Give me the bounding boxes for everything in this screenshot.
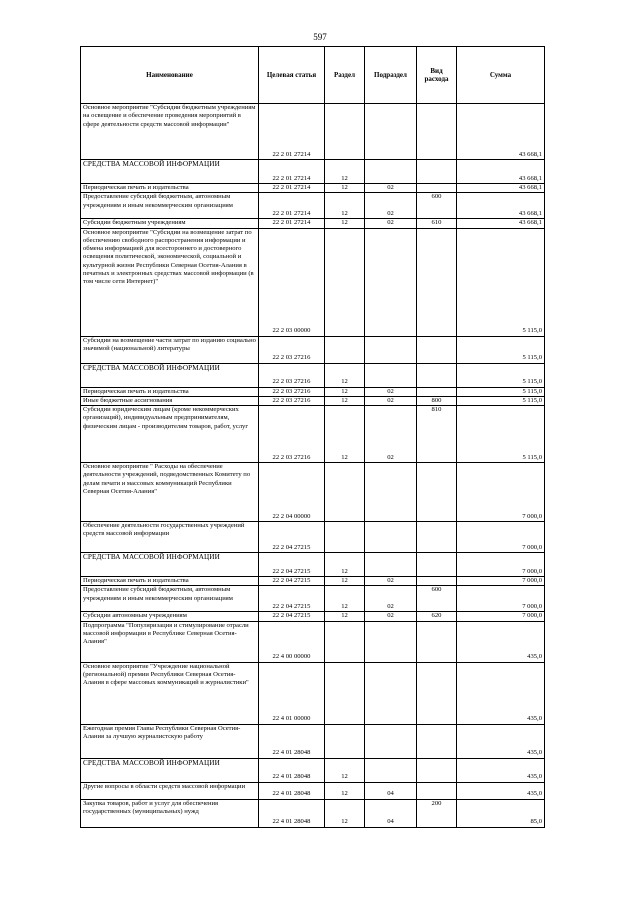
cell-subsection: 02: [365, 387, 417, 396]
cell-expense-type: 800: [417, 396, 457, 405]
cell-subsection: [365, 363, 417, 387]
cell-subsection: 02: [365, 577, 417, 586]
cell-subsection: 02: [365, 406, 417, 463]
budget-table: [80, 46, 545, 828]
page-number: 597: [313, 32, 327, 42]
table-row: [81, 782, 545, 799]
cell-name: Субсидии юридическим лицам (кроме некоммерческих организаций), индивидуальным предпринимателям, физическим лицам - производителям товаров, работ, услуг: [81, 406, 259, 463]
table-row: [81, 363, 545, 387]
cell-name: Субсидии автономным учреждениям: [81, 612, 259, 621]
cell-expense-type: [417, 553, 457, 577]
cell-subsection: [365, 104, 417, 160]
cell-expense-type: 600: [417, 193, 457, 219]
cell-sum: 43 668,1: [457, 193, 545, 219]
cell-article: 22 2 04 00000: [259, 463, 325, 522]
cell-sum: 43 668,1: [457, 219, 545, 228]
cell-article: 22 2 03 27216: [259, 387, 325, 396]
header-row: [81, 47, 545, 104]
cell-sum: 43 668,1: [457, 160, 545, 184]
table-row: [81, 586, 545, 612]
cell-name: Закупка товаров, работ и услуг для обеспечения государственных (муниципальных) нужд: [81, 799, 259, 827]
table-row: [81, 160, 545, 184]
cell-section: 12: [325, 387, 365, 396]
cell-expense-type: [417, 577, 457, 586]
table-row: [81, 396, 545, 405]
cell-article: 22 4 01 28048: [259, 724, 325, 758]
cell-name: Подпрограмма "Популяризация и стимулирование отрасли массовой информации в Республике Северная Осетия-Алания": [81, 621, 259, 662]
cell-expense-type: [417, 104, 457, 160]
cell-sum: 435,0: [457, 782, 545, 799]
table-row: [81, 621, 545, 662]
cell-subsection: [365, 724, 417, 758]
cell-sum: 5 115,0: [457, 336, 545, 363]
cell-section: [325, 724, 365, 758]
cell-section: [325, 463, 365, 522]
table-row: [81, 724, 545, 758]
cell-expense-type: [417, 621, 457, 662]
cell-subsection: [365, 463, 417, 522]
cell-section: [325, 621, 365, 662]
cell-name: СРЕДСТВА МАССОВОЙ ИНФОРМАЦИИ: [81, 553, 259, 577]
table-row: [81, 387, 545, 396]
header-article: Целевая статья: [259, 47, 325, 104]
table-row: [81, 758, 545, 782]
cell-name: Основное мероприятие "Субсидии бюджетным учреждениям на освещение и обеспечение проведения мероприятий в сфере деятельности средств массовой информации": [81, 104, 259, 160]
cell-sum: 5 115,0: [457, 228, 545, 336]
cell-section: 12: [325, 586, 365, 612]
cell-sum: 435,0: [457, 724, 545, 758]
cell-section: 12: [325, 396, 365, 405]
cell-subsection: [365, 758, 417, 782]
cell-subsection: 02: [365, 612, 417, 621]
cell-expense-type: [417, 336, 457, 363]
cell-subsection: [365, 553, 417, 577]
table-row: [81, 104, 545, 160]
cell-section: 12: [325, 219, 365, 228]
cell-expense-type: 200: [417, 799, 457, 827]
table-row: [81, 553, 545, 577]
table-row: [81, 522, 545, 553]
cell-subsection: 02: [365, 184, 417, 193]
cell-expense-type: 620: [417, 612, 457, 621]
cell-name: Периодическая печать и издательства: [81, 184, 259, 193]
cell-name: Обеспечение деятельности государственных учреждений средств массовой информации: [81, 522, 259, 553]
cell-sum: 7 000,0: [457, 463, 545, 522]
cell-sum: 435,0: [457, 758, 545, 782]
cell-name: Предоставление субсидий бюджетным, автономным учреждениям и иным некоммерческим организациям: [81, 193, 259, 219]
cell-expense-type: [417, 228, 457, 336]
cell-expense-type: 600: [417, 586, 457, 612]
cell-section: 12: [325, 553, 365, 577]
cell-expense-type: 810: [417, 406, 457, 463]
cell-section: 12: [325, 406, 365, 463]
table-row: [81, 228, 545, 336]
cell-article: 22 2 04 27215: [259, 522, 325, 553]
cell-article: 22 2 03 27216: [259, 406, 325, 463]
cell-name: Периодическая печать и издательства: [81, 577, 259, 586]
cell-article: 22 4 01 28048: [259, 782, 325, 799]
table-row: [81, 799, 545, 827]
cell-article: 22 2 01 27214: [259, 160, 325, 184]
cell-section: 12: [325, 612, 365, 621]
table-row: [81, 219, 545, 228]
cell-subsection: 04: [365, 799, 417, 827]
cell-article: 22 2 04 27215: [259, 612, 325, 621]
cell-subsection: [365, 160, 417, 184]
cell-name: Субсидии на возмещение части затрат по изданию социально значимой (национальной) литературы: [81, 336, 259, 363]
cell-sum: 85,0: [457, 799, 545, 827]
cell-subsection: [365, 228, 417, 336]
header-expense-type: Вид расхода: [417, 47, 457, 104]
cell-subsection: 02: [365, 396, 417, 405]
cell-section: [325, 104, 365, 160]
cell-sum: 5 115,0: [457, 387, 545, 396]
cell-name: Субсидии бюджетным учреждениям: [81, 219, 259, 228]
cell-sum: 7 000,0: [457, 586, 545, 612]
cell-article: 22 4 01 28048: [259, 758, 325, 782]
cell-article: 22 2 04 27215: [259, 586, 325, 612]
cell-expense-type: 610: [417, 219, 457, 228]
cell-name: Предоставление субсидий бюджетным, автономным учреждениям и иным некоммерческим организациям: [81, 586, 259, 612]
cell-sum: 7 000,0: [457, 577, 545, 586]
table-row: [81, 336, 545, 363]
header-subsection: Подраздел: [365, 47, 417, 104]
cell-name: СРЕДСТВА МАССОВОЙ ИНФОРМАЦИИ: [81, 363, 259, 387]
cell-subsection: 02: [365, 193, 417, 219]
cell-sum: 7 000,0: [457, 612, 545, 621]
cell-section: [325, 228, 365, 336]
cell-article: 22 2 03 00000: [259, 228, 325, 336]
header-sum: Сумма: [457, 47, 545, 104]
cell-expense-type: [417, 363, 457, 387]
cell-expense-type: [417, 782, 457, 799]
cell-name: Основное мероприятие " Расходы на обеспечение деятельности учреждений, подведомственных Комитету по делам печати и массовых коммуникаций Республики Северная Осетия-Алания": [81, 463, 259, 522]
cell-article: 22 2 01 27214: [259, 193, 325, 219]
cell-name: Периодическая печать и издательства: [81, 387, 259, 396]
table-body: [81, 104, 545, 828]
cell-name: Ежегодная премия Главы Республики Северная Осетия-Алания за лучшую журналистскую работу: [81, 724, 259, 758]
cell-name: Иные бюджетные ассигнования: [81, 396, 259, 405]
cell-article: 22 4 01 00000: [259, 662, 325, 724]
cell-subsection: 04: [365, 782, 417, 799]
cell-article: 22 4 00 00000: [259, 621, 325, 662]
table-row: [81, 612, 545, 621]
cell-sum: 435,0: [457, 662, 545, 724]
cell-section: 12: [325, 782, 365, 799]
cell-expense-type: [417, 387, 457, 396]
cell-name: Основное мероприятие "Учреждение национальной (региональной) премии Республики Северная Осетия-Алания в сфере массовых коммуникаций и журналистики": [81, 662, 259, 724]
cell-section: [325, 662, 365, 724]
cell-sum: 5 115,0: [457, 363, 545, 387]
cell-expense-type: [417, 184, 457, 193]
cell-sum: 435,0: [457, 621, 545, 662]
cell-sum: 5 115,0: [457, 396, 545, 405]
cell-name: Основное мероприятие "Субсидии на возмещение затрат по обеспечению свободного распространения информации и обмена информацией для всестороннего и достоверного освещения политической, экономической, социальной и культурной жизни Республики Северная Осетия-Алания в печатных и электронных средствах массовой информации (в том числе сети Интернет)": [81, 228, 259, 336]
cell-sum: 7 000,0: [457, 522, 545, 553]
table-row: [81, 577, 545, 586]
cell-section: 12: [325, 363, 365, 387]
cell-article: 22 2 01 27214: [259, 219, 325, 228]
cell-article: 22 2 03 27216: [259, 336, 325, 363]
cell-section: 12: [325, 799, 365, 827]
cell-subsection: [365, 522, 417, 553]
cell-article: 22 2 01 27214: [259, 184, 325, 193]
cell-article: 22 2 01 27214: [259, 104, 325, 160]
cell-subsection: 02: [365, 586, 417, 612]
cell-section: 12: [325, 758, 365, 782]
table-row: [81, 193, 545, 219]
table-row: [81, 662, 545, 724]
cell-name: СРЕДСТВА МАССОВОЙ ИНФОРМАЦИИ: [81, 758, 259, 782]
cell-article: 22 2 04 27215: [259, 577, 325, 586]
cell-article: 22 2 03 27216: [259, 363, 325, 387]
cell-subsection: 02: [365, 219, 417, 228]
table-row: [81, 184, 545, 193]
cell-section: 12: [325, 193, 365, 219]
cell-sum: 7 000,0: [457, 553, 545, 577]
cell-expense-type: [417, 463, 457, 522]
cell-article: 22 2 03 27216: [259, 396, 325, 405]
cell-sum: 5 115,0: [457, 406, 545, 463]
cell-expense-type: [417, 662, 457, 724]
table-row: [81, 463, 545, 522]
cell-section: [325, 336, 365, 363]
cell-expense-type: [417, 160, 457, 184]
cell-section: 12: [325, 160, 365, 184]
cell-section: 12: [325, 184, 365, 193]
header-name: Наименование: [81, 47, 259, 104]
cell-name: Другие вопросы в области средств массовой информации: [81, 782, 259, 799]
table-row: [81, 406, 545, 463]
cell-expense-type: [417, 522, 457, 553]
cell-sum: 43 668,1: [457, 184, 545, 193]
cell-name: СРЕДСТВА МАССОВОЙ ИНФОРМАЦИИ: [81, 160, 259, 184]
cell-subsection: [365, 621, 417, 662]
cell-expense-type: [417, 724, 457, 758]
cell-expense-type: [417, 758, 457, 782]
cell-section: [325, 522, 365, 553]
cell-sum: 43 668,1: [457, 104, 545, 160]
cell-article: 22 2 04 27215: [259, 553, 325, 577]
cell-subsection: [365, 336, 417, 363]
header-section: Раздел: [325, 47, 365, 104]
cell-article: 22 4 01 28048: [259, 799, 325, 827]
cell-subsection: [365, 662, 417, 724]
cell-section: 12: [325, 577, 365, 586]
